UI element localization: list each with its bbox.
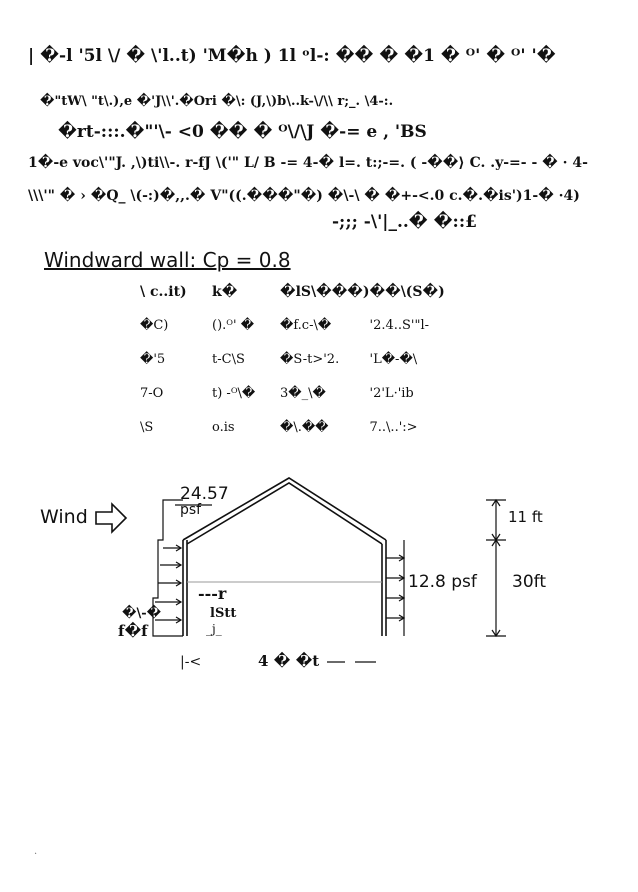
ocr-line-2: �"tW\ "t\.),e �'J\\'.�Ori �\: (J,\)b\..k-\/\\ r;_. \4-:. bbox=[40, 94, 394, 109]
table-cell: '2.4..S'"l- bbox=[369, 318, 430, 333]
span-left-mark: |-< bbox=[180, 654, 202, 670]
height-wall-label: 30ft bbox=[512, 572, 546, 592]
footer-mark: . bbox=[34, 846, 38, 857]
table-cell: \S bbox=[140, 420, 154, 435]
wind-arrow-icon bbox=[96, 504, 126, 532]
table-cell: �'5 bbox=[140, 352, 166, 367]
table-header-cell: �lS\���) bbox=[280, 284, 370, 300]
height-dimension bbox=[486, 500, 506, 636]
leeward-pressure-value: 12.8 psf bbox=[408, 572, 477, 592]
table-cell: 7-O bbox=[140, 386, 164, 401]
ocr-label-left-2: f�f bbox=[118, 622, 148, 640]
table-cell: ().ᴼ' � bbox=[212, 318, 255, 333]
ocr-line-5: \\\'" � › �Q_ \(-:)�,,.� V"((.���"�) �\-\ � �+-<.0 c.�.�is')1-� ·4) bbox=[28, 188, 580, 204]
ocr-label-mid-2: lStt bbox=[210, 606, 237, 621]
ocr-line-1: | �-l '5l \/ � \'l..t) 'M�h ) 1l ᵒl-: �� � �1 � ᴼ' � ᴼ' '� bbox=[28, 46, 556, 66]
height-top-label: 11 ft bbox=[508, 508, 543, 526]
table-cell: 'L�-�\ bbox=[369, 352, 418, 367]
wind-label: Wind bbox=[40, 506, 88, 528]
ocr-label-mid-1: ---r bbox=[198, 584, 227, 603]
table-header-cell: ��\(S�) bbox=[369, 284, 445, 300]
ocr-line-4: 1�-e voc\'"J. ,\)ti\\-. r-fJ \('" L/ B -= 4-� l=. t:;-=. ( -��⟩ C. .y-=- - � · 4- bbox=[28, 155, 588, 171]
leeward-pressure-diagram bbox=[386, 540, 404, 636]
windward-pressure-unit: psf bbox=[180, 502, 202, 518]
table-cell: �f.c-\� bbox=[280, 318, 332, 333]
table-cell: �C) bbox=[140, 318, 169, 333]
table-cell: �S-t>'2. bbox=[280, 352, 340, 367]
table-header-cell: k� bbox=[212, 284, 238, 300]
handwritten-heading: Windward wall: Cp = 0.8 bbox=[44, 248, 291, 272]
ocr-label-left: �\-� bbox=[122, 606, 162, 621]
ocr-line-3: �rt-:::.�"'\- <0 �� � ᴼ\/\J �-= e , 'BS bbox=[58, 122, 427, 142]
ocr-line-6: -;;; -\'|_..� �::£ bbox=[332, 212, 477, 232]
table-cell: t-C\S bbox=[212, 352, 245, 367]
table-header-cell: \ c..it) bbox=[140, 284, 187, 300]
table-cell: �\.�� bbox=[280, 420, 329, 435]
table-cell: 7..\..':> bbox=[369, 420, 418, 435]
table-cell: 3�_\� bbox=[280, 386, 326, 401]
table-cell: '2'L·'ib bbox=[369, 386, 414, 401]
span-label: 4 � �t bbox=[258, 652, 320, 670]
table-cell: t) -ᴼ\� bbox=[212, 386, 256, 401]
ocr-label-mid-3: _j_ bbox=[206, 622, 222, 636]
windward-pressure-value: 24.57 bbox=[180, 484, 229, 504]
table-cell: o.is bbox=[212, 420, 235, 435]
